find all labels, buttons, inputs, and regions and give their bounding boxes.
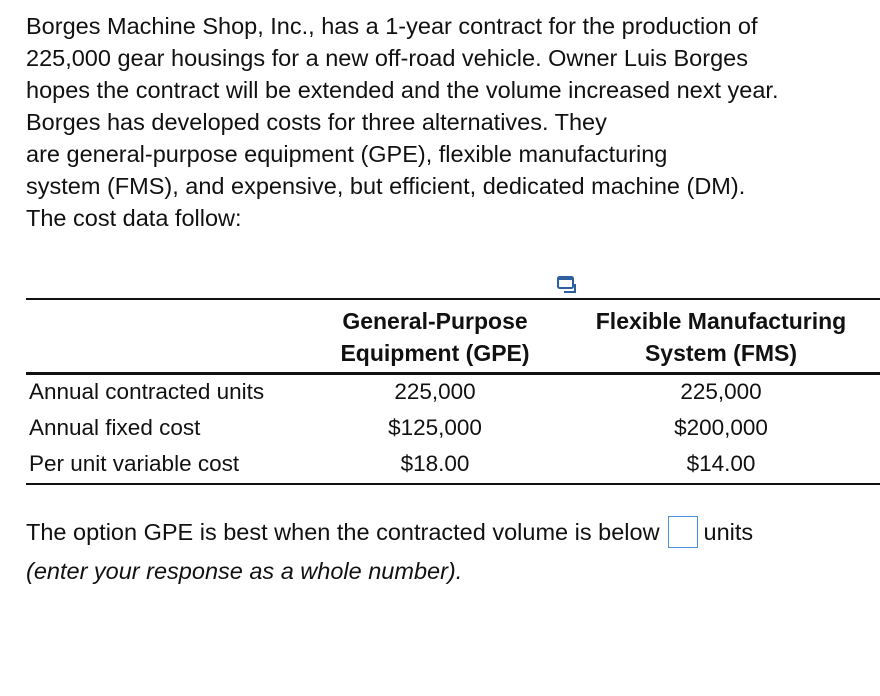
- row-label-variable-cost: Per unit variable cost: [29, 451, 240, 476]
- copy-data-icon[interactable]: [556, 275, 578, 295]
- table-bottom-rule: [26, 483, 880, 485]
- table-header-rule: [26, 372, 880, 375]
- table-top-rule: [26, 298, 880, 300]
- problem-line: The cost data follow:: [26, 205, 242, 231]
- answer-hint: (enter your response as a whole number).: [26, 558, 463, 584]
- problem-line: 225,000 gear housings for a new off-road vehicle. Owner Luis Borges: [26, 45, 748, 71]
- cell-fms-variable-cost: $14.00: [686, 451, 756, 476]
- cell-gpe-variable-cost: $18.00: [400, 451, 470, 476]
- problem-line: hopes the contract will be extended and the volume increased next year.: [26, 77, 779, 103]
- column-header-fms-line2: System (FMS): [644, 340, 798, 366]
- cell-gpe-fixed-cost: $125,000: [388, 415, 482, 440]
- column-header-gpe: [318, 305, 552, 369]
- row-label-fixed-cost: Annual fixed cost: [29, 415, 201, 440]
- column-header-gpe-line2: Equipment (GPE): [340, 340, 530, 366]
- row-label-contracted-units: Annual contracted units: [29, 379, 265, 404]
- column-header-fms-line1: Flexible Manufacturing: [595, 308, 847, 334]
- problem-line: Borges Machine Shop, Inc., has a 1-year contract for the production of: [26, 13, 758, 39]
- column-header-fms: [572, 305, 870, 369]
- cell-fms-fixed-cost: $200,000: [674, 415, 768, 440]
- cell-gpe-contracted-units: 225,000: [394, 379, 476, 404]
- problem-line: system (FMS), and expensive, but efficient, dedicated machine (DM).: [26, 173, 746, 199]
- answer-input[interactable]: [668, 516, 698, 548]
- cell-fms-contracted-units: 225,000: [680, 379, 762, 404]
- question-prefix: The option GPE is best when the contracted volume is below: [26, 519, 660, 545]
- column-header-gpe-line1: General-Purpose: [342, 308, 528, 334]
- problem-statement: [26, 10, 866, 234]
- question-sentence: [26, 516, 753, 550]
- problem-line: Borges has developed costs for three alternatives. They: [26, 109, 607, 135]
- question-suffix: units: [703, 519, 754, 545]
- problem-line: are general-purpose equipment (GPE), flexible manufacturing: [26, 141, 668, 167]
